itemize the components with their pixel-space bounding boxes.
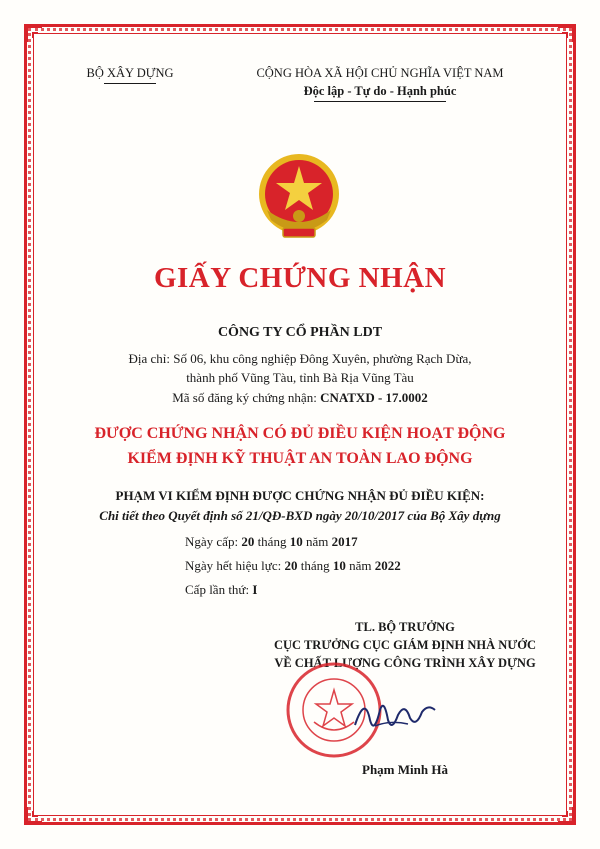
registration-number: CNATXD - 17.0002 (320, 390, 428, 405)
issue-date-label: Ngày cấp: (185, 534, 239, 549)
ministry-name: BỘ XÂY DỰNG (86, 66, 174, 80)
expiry-day: 20 (284, 558, 298, 573)
issue-year: 2017 (331, 534, 358, 549)
issue-count-label: Cấp lần thứ: (185, 582, 250, 597)
registration-line (0, 390, 600, 406)
corner-ornament-icon (22, 797, 52, 827)
corner-ornament-icon (548, 797, 578, 827)
certificate-title: GIẤY CHỨNG NHẬN (153, 262, 447, 294)
signer-name: Phạm Minh Hà (362, 762, 448, 777)
issue-month: 10 (289, 534, 303, 549)
signature-title-2: CỤC TRƯỞNG CỤC GIÁM ĐỊNH NHÀ NƯỚC (273, 638, 537, 652)
signature-icon (350, 690, 440, 740)
issue-day: 20 (241, 534, 255, 549)
expiry-date-line (185, 558, 401, 574)
qualification-heading-2: KIỂM ĐỊNH KỸ THUẬT AN TOÀN LAO ĐỘNG (127, 450, 473, 467)
ministry-header (70, 66, 190, 84)
ministry-underline (104, 83, 156, 84)
issue-year-word: năm (305, 534, 329, 549)
corner-ornament-icon (22, 22, 52, 52)
address-line-1: Địa chỉ: Số 06, khu công nghiệp Đông Xuyên, phường Rạch Dừa, (128, 351, 472, 366)
motto: Độc lập - Tự do - Hạnh phúc (303, 84, 457, 98)
country-name: CỘNG HÒA XÃ HỘI CHỦ NGHĨA VIỆT NAM (256, 66, 504, 80)
expiry-date-label: Ngày hết hiệu lực: (185, 558, 282, 573)
qualification-heading-1: ĐƯỢC CHỨNG NHẬN CÓ ĐỦ ĐIỀU KIỆN HOẠT ĐỘNG (94, 425, 506, 442)
issue-count: I (252, 582, 258, 597)
issue-month-word: tháng (257, 534, 287, 549)
signature-title-1: TL. BỘ TRƯỞNG (355, 620, 455, 634)
scope-detail: Chi tiết theo Quyết định số 21/QĐ-BXD ngày 20/10/2017 của Bộ Xây dựng (99, 508, 501, 523)
expiry-year: 2022 (374, 558, 401, 573)
issue-count-line (185, 582, 257, 598)
registration-label: Mã số đăng ký chứng nhận: (172, 390, 317, 405)
expiry-month: 10 (332, 558, 346, 573)
expiry-year-word: năm (349, 558, 372, 573)
national-emblem-icon (253, 150, 345, 245)
address-line-2: thành phố Vũng Tàu, tỉnh Bà Rịa Vũng Tàu (186, 370, 414, 385)
motto-underline (314, 101, 446, 102)
issue-date-line (185, 534, 358, 550)
company-name: CÔNG TY CỔ PHẦN LDT (217, 325, 383, 340)
republic-header (215, 66, 545, 102)
corner-ornament-icon (548, 22, 578, 52)
expiry-month-word: tháng (300, 558, 330, 573)
signature-title-3: VỀ CHẤT LƯỢNG CÔNG TRÌNH XÂY DỰNG (274, 656, 536, 670)
scope-title: PHẠM VI KIỂM ĐỊNH ĐƯỢC CHỨNG NHẬN ĐỦ ĐIỀU KIỆN: (115, 488, 485, 503)
